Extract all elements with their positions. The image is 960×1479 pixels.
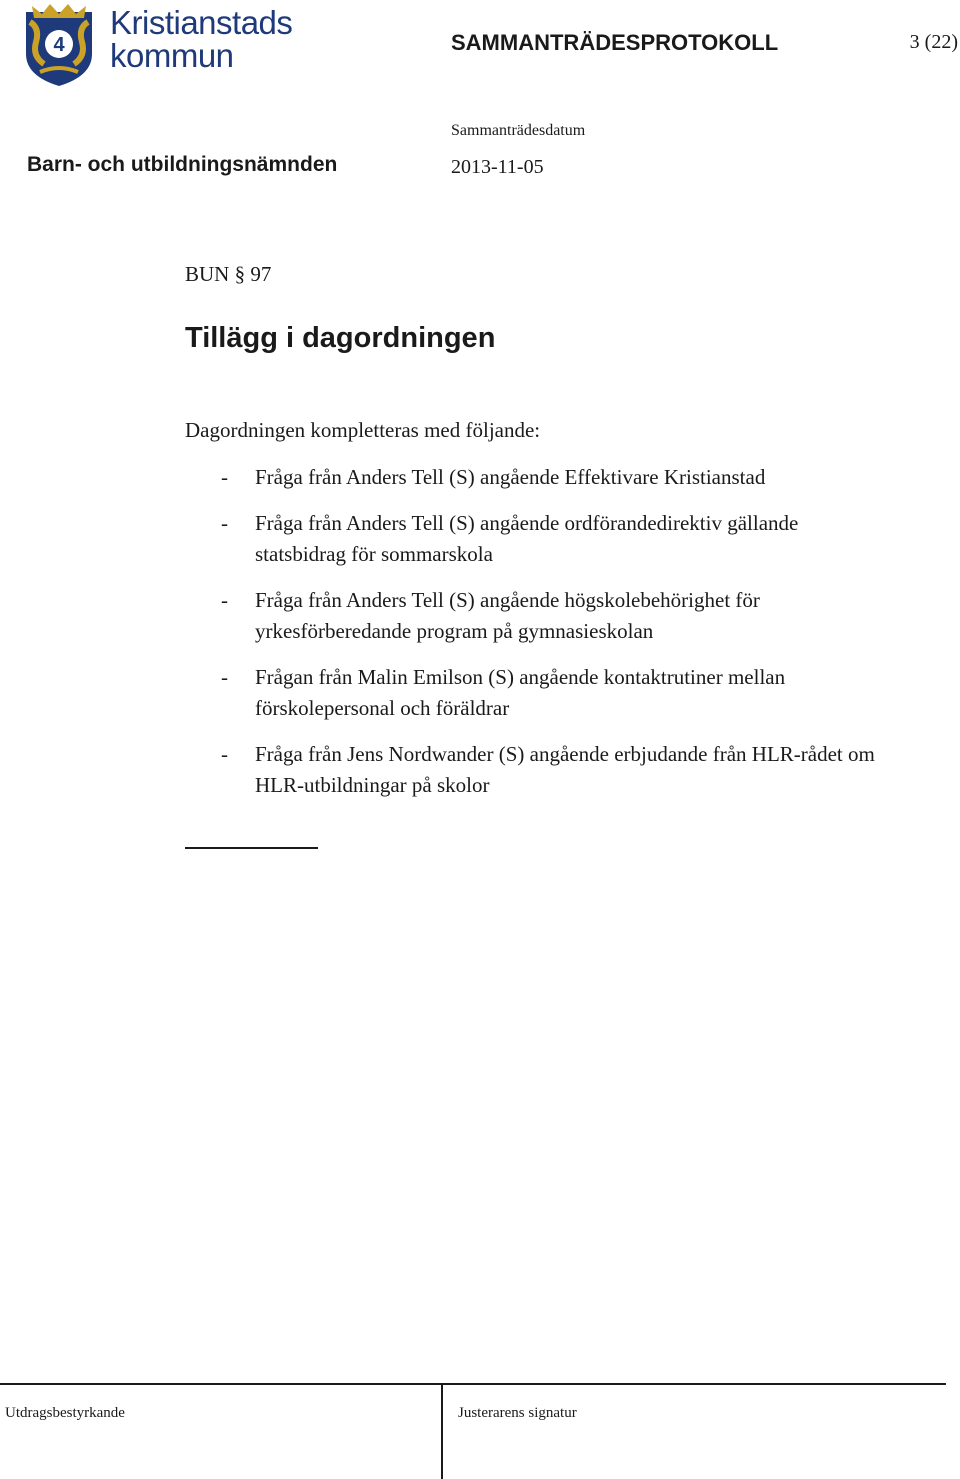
list-item-text: Fråga från Anders Tell (S) angående ordförandedirektiv gällande statsbidrag för sommarskola	[255, 511, 799, 566]
list-dash: -	[221, 511, 228, 535]
page-heading: Tillägg i dagordningen	[185, 322, 496, 354]
adjuster-signature-label: Justerarens signatur	[458, 1405, 577, 1421]
list-item-text: Fråga från Jens Nordwander (S) angående erbjudande från HLR-rådet om HLR-utbildningar på skolor	[255, 742, 875, 797]
list-item	[185, 585, 885, 647]
list-item-text: Frågan från Malin Emilson (S) angående kontaktrutiner mellan förskolepersonal och föräldrar	[255, 665, 786, 720]
section-end-rule	[185, 847, 318, 849]
list-item-text: Fråga från Anders Tell (S) angående Effektivare Kristianstad	[255, 465, 766, 489]
logo-line-1: Kristianstads	[110, 4, 293, 41]
coat-of-arms-icon	[20, 2, 98, 88]
meeting-date-label: Sammanträdesdatum	[451, 122, 586, 139]
logo-line-2: kommun	[110, 37, 234, 74]
list-item	[185, 739, 885, 801]
excerpt-certification-label: Utdragsbestyrkande	[5, 1405, 125, 1421]
footer-rule	[0, 1383, 946, 1385]
svg-text:4: 4	[53, 34, 65, 56]
list-dash: -	[221, 665, 228, 689]
list-dash: -	[221, 742, 228, 766]
list-dash: -	[221, 588, 228, 612]
logo-wordmark	[110, 6, 292, 72]
document-title: SAMMANTRÄDESPROTOKOLL	[451, 30, 779, 55]
department-name: Barn- och utbildningsnämnden	[27, 153, 338, 176]
intro-text: Dagordningen kompletteras med följande:	[185, 418, 541, 442]
list-item	[185, 508, 885, 570]
page-number: 3 (22)	[909, 31, 958, 53]
list-item-text: Fråga från Anders Tell (S) angående högskolebehörighet för yrkesförberedande program på gymnasieskolan	[255, 588, 760, 643]
list-item	[185, 462, 885, 493]
municipality-logo	[20, 2, 295, 88]
meeting-date: 2013-11-05	[451, 156, 544, 178]
list-dash: -	[221, 465, 228, 489]
section-number: BUN § 97	[185, 262, 272, 286]
list-item	[185, 662, 885, 724]
footer-divider	[441, 1383, 443, 1479]
agenda-additions-list	[185, 462, 885, 816]
